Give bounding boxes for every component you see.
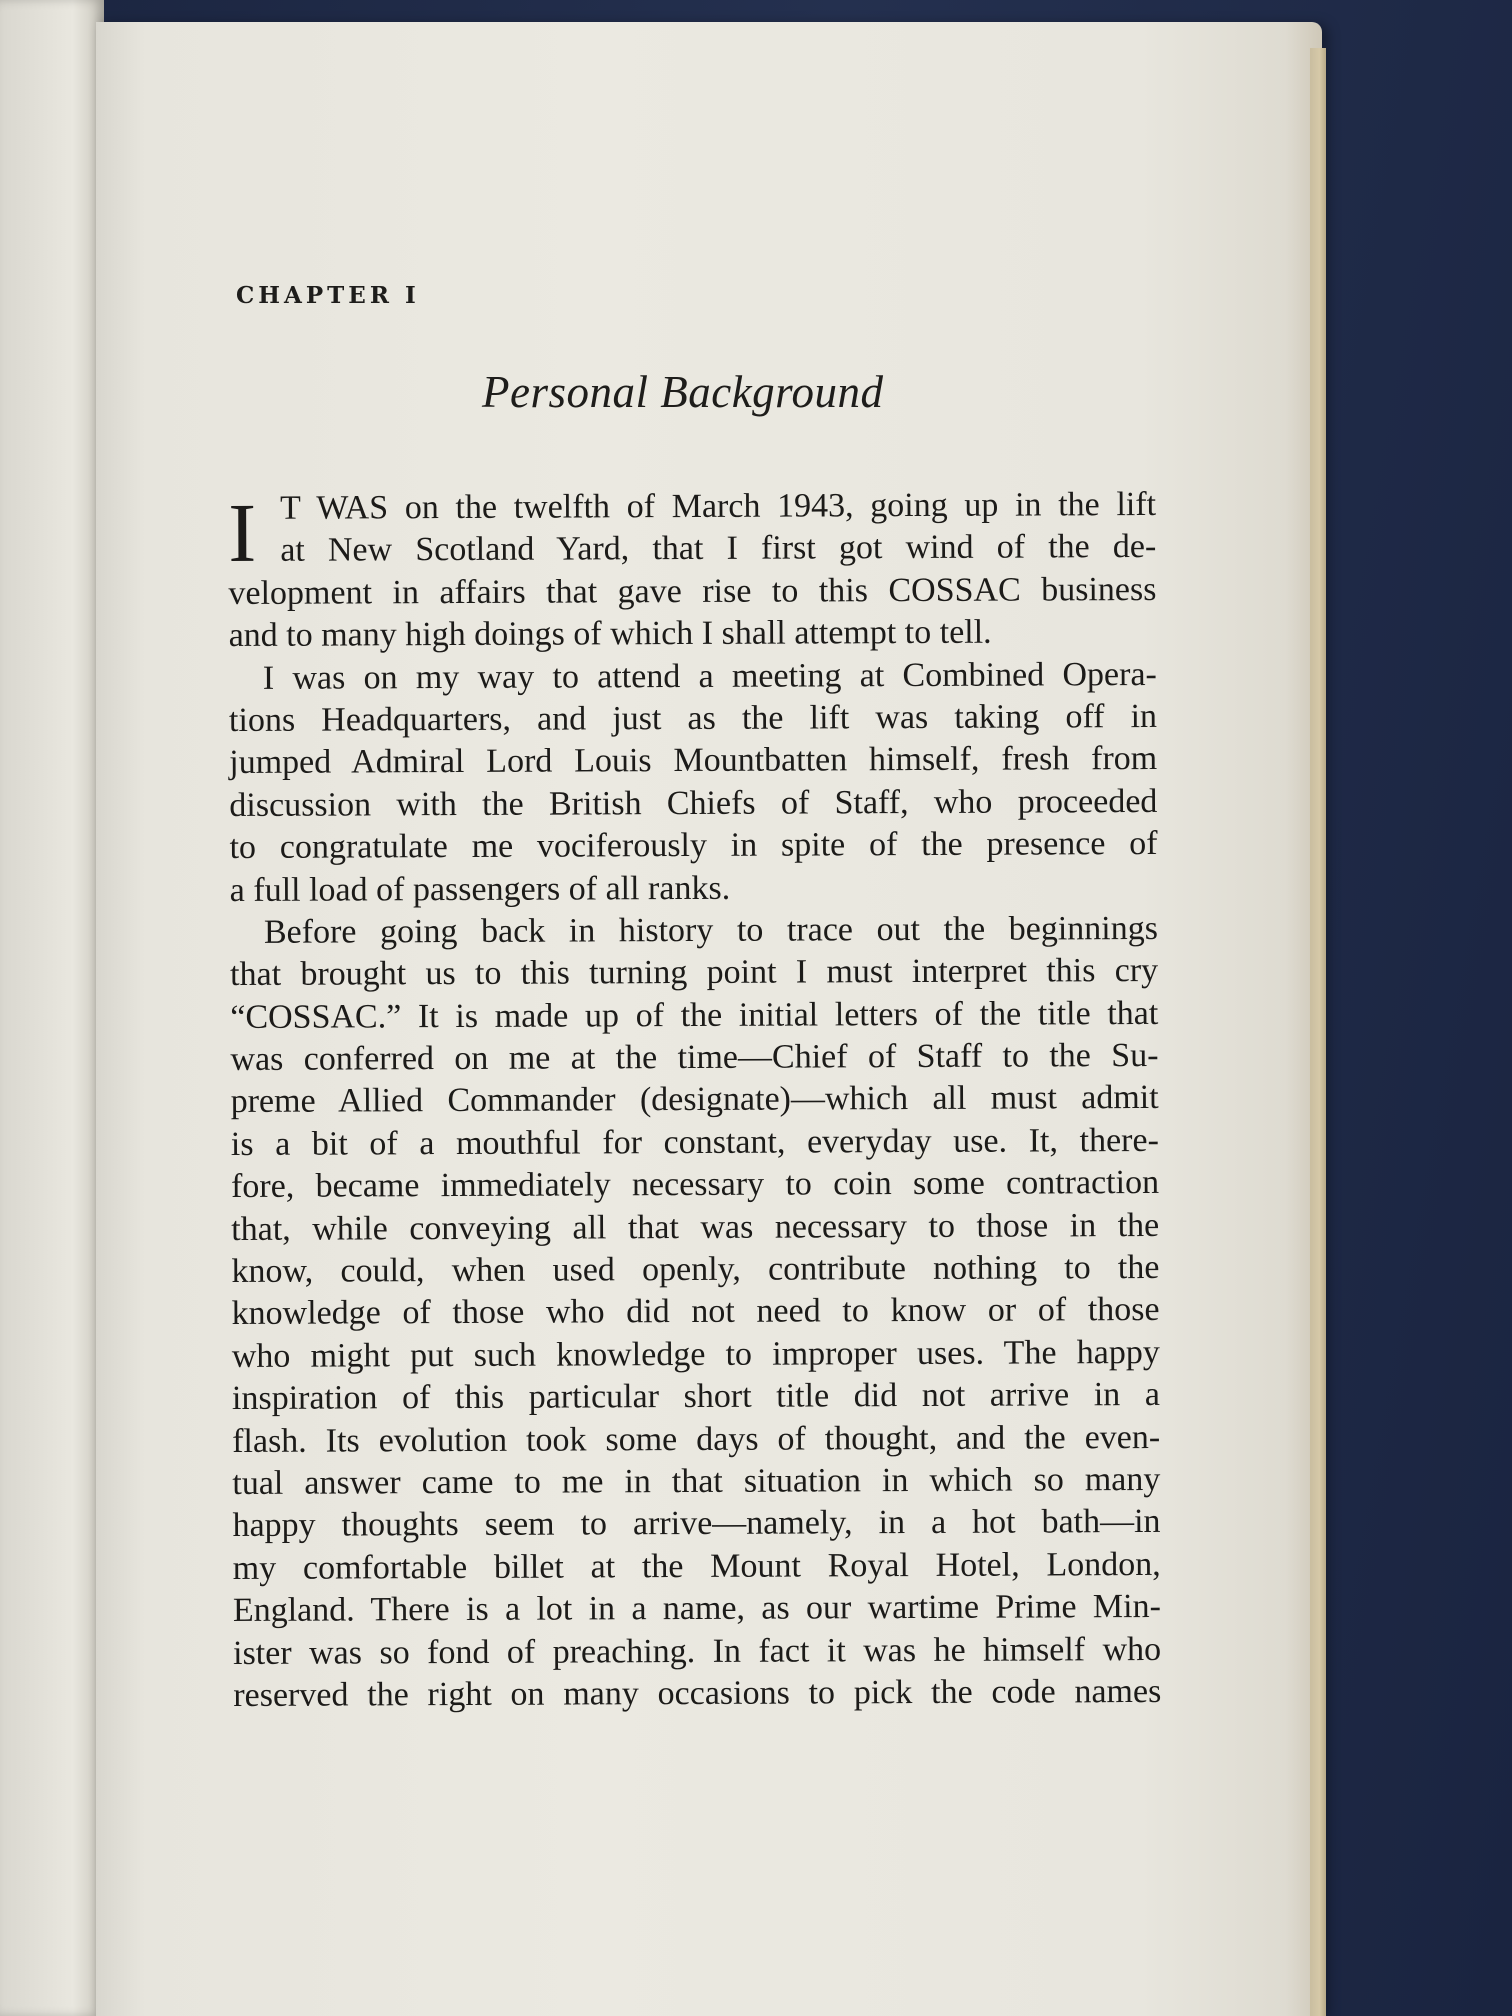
text-line: fore, became immediately necessary to coin some contraction (230, 1164, 1160, 1206)
text-line: at New Scotland Yard, that I first got wind of the de- (280, 528, 1157, 570)
text-line: my comfortable billet at the Mount Royal Hotel, London, (232, 1545, 1161, 1587)
text-line: tions Headquarters, and just as the lift was taking off in (228, 697, 1158, 739)
text-line: and to many high doings of which I shall attempt to tell. (228, 613, 992, 655)
text-line: a full load of passengers of all ranks. (229, 869, 731, 909)
text-line: flash. Its evolution took some days of thought, and the even- (232, 1418, 1161, 1460)
text-line: “COSSAC.” It is made up of the initial letters of the title that (230, 994, 1159, 1036)
text-line: velopment in affairs that gave rise to this COSSAC business (228, 570, 1157, 612)
text-line: ister was so fond of preaching. In fact it was he himself who (233, 1630, 1162, 1672)
text-line: who might put such knowledge to improper uses. The happy (231, 1333, 1160, 1375)
text-line: happy thoughts seem to arrive—namely, in a hot bath—in (232, 1503, 1161, 1545)
text-line: Before going back in history to trace out the beginnings (263, 909, 1159, 951)
text-line: inspiration of this particular short title did not arrive in a (231, 1376, 1161, 1418)
facing-page-edge (0, 0, 104, 2016)
text-line: is a bit of a mouthful for constant, everyday use. It, there- (230, 1121, 1159, 1163)
text-line: T WAS on the twelfth of March 1943, going up in the lift (280, 485, 1157, 527)
text-line: to congratulate me vociferously in spite of the presence of (229, 825, 1158, 867)
body-text (228, 484, 1161, 1717)
text-line: jumped Admiral Lord Louis Mountbatten himself, fresh from (229, 740, 1158, 782)
text-line: England. There is a lot in a name, as our wartime Prime Min- (232, 1588, 1161, 1630)
text-line: reserved the right on many occasions to pick the code names (233, 1672, 1162, 1714)
text-line: that brought us to this turning point I must interpret this cry (230, 952, 1159, 994)
page-fore-edge (1310, 48, 1326, 2016)
text-line: that, while conveying all that was necessary to those in the (231, 1206, 1160, 1248)
text-line: I was on my way to attend a meeting at Combined Opera- (262, 655, 1157, 697)
text-line: preme Allied Commander (designate)—which all must admit (230, 1079, 1159, 1121)
text-line: know, could, when used openly, contribute nothing to the (231, 1248, 1160, 1291)
chapter-title: Personal Background (482, 367, 884, 417)
text-line: was conferred on me at the time—Chief of Staff to the Su- (230, 1037, 1159, 1079)
text-line: discussion with the British Chiefs of Staff, who proceeded (229, 782, 1158, 824)
text-line: knowledge of those who did not need to know or of those (231, 1291, 1160, 1333)
chapter-label: CHAPTER I (236, 282, 420, 309)
text-line: tual answer came to me in that situation in which so many (232, 1460, 1161, 1502)
drop-cap: I (227, 486, 257, 580)
